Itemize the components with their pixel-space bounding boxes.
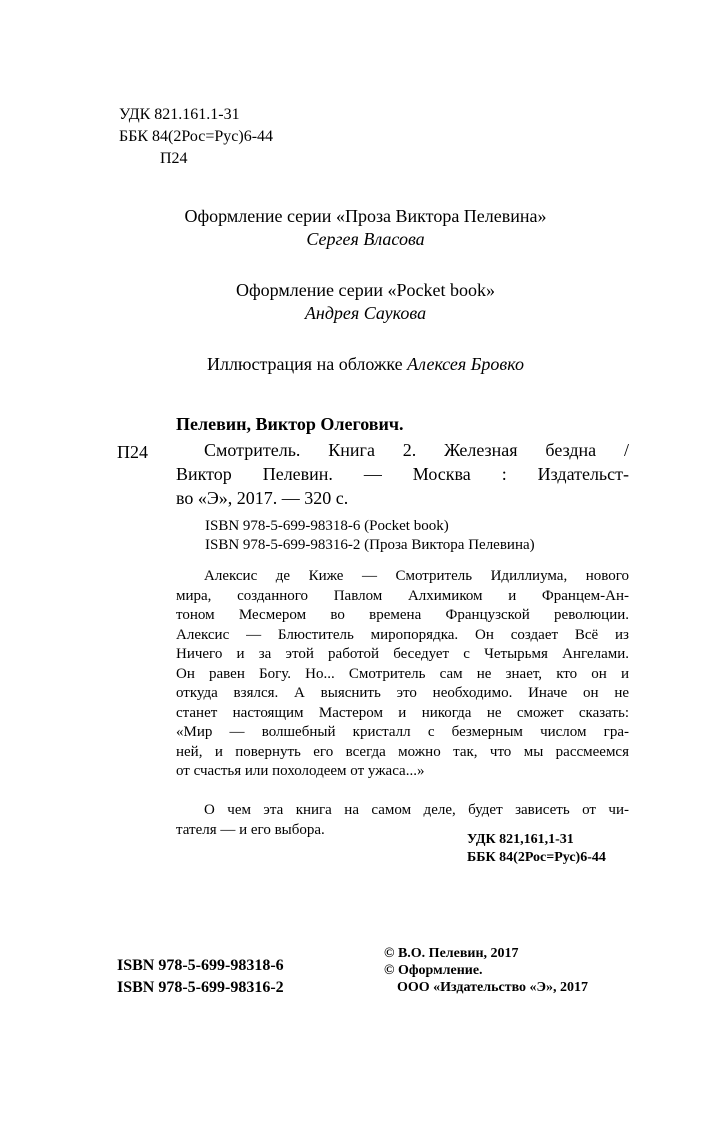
title-line: во «Э», 2017. — 320 с. — [176, 488, 349, 508]
title-description — [176, 438, 629, 510]
udk-code-top — [119, 105, 240, 124]
series1-credit — [0, 206, 709, 227]
annotation-line: ней, и повернуть его всегда можно так, что мы рассмеемся — [176, 743, 629, 760]
author-mark-text: П24 — [160, 150, 188, 167]
footer-isbn-2: ISBN 978-5-699-98316-2 — [117, 979, 284, 996]
series1-designer — [0, 229, 709, 250]
series2-label: Оформление серии «Pocket book» — [236, 280, 495, 300]
annotation-line: О чем эта книга на самом деле, будет зависеть от чи- — [204, 802, 629, 818]
annotation-line: Ничего и за этой работой беседует с Четырьмя Ангелами. — [176, 646, 629, 662]
illustration-credit-wrap — [207, 354, 524, 374]
title-line: Смотритель. Книга 2. Железная бездна / — [204, 440, 629, 460]
author-heading — [176, 414, 404, 435]
isbn-line: ISBN 978-5-699-98316-2 (Проза Виктора Пелевина) — [205, 537, 535, 553]
illustration-artist: Алексея Бровко — [407, 354, 524, 374]
isbn-list — [205, 517, 535, 555]
annotation-line: мира, созданного Павлом Алхимиком и Францем-Ан- — [176, 587, 629, 604]
udk-text: УДК 821.161.1-31 — [119, 106, 240, 123]
annotation-line: Он равен Богу. Но... Смотритель сам не знает, кто он и — [176, 665, 629, 682]
bbk-code-bottom: ББК 84(2Рос=Рус)6-44 — [467, 850, 606, 865]
footer-isbn-1: ISBN 978-5-699-98318-6 — [117, 957, 284, 974]
annotation-line: Алексис — Блюститель миропорядка. Он создает Всё из — [176, 626, 629, 643]
copyright-publisher: ООО «Издательство «Э», 2017 — [397, 980, 589, 995]
author-mark-entry — [117, 442, 148, 463]
annotation-line: тателя — и его выбора. — [176, 821, 325, 838]
title-line: Виктор Пелевин. — Москва : Издательст- — [176, 464, 629, 484]
author-mark-top — [160, 149, 188, 168]
annotation-line: откуда взялся. А выяснить это необходимо. Иначе он не — [176, 685, 629, 701]
annotation-line: «Мир — волшебный кристалл с безмерным числом гра- — [176, 724, 629, 740]
copyright-design: © Оформление. — [384, 963, 483, 978]
footer-isbn-block — [117, 955, 284, 999]
annotation-line: тоном Месмером во времена Французской революции. — [176, 607, 629, 623]
author-heading-text: Пелевин, Виктор Олегович. — [176, 414, 404, 434]
copyright-author: © В.О. Пелевин, 2017 — [384, 946, 519, 961]
series1-designer-name: Сергея Власова — [306, 229, 425, 249]
udk-code-bottom: УДК 821,161,1-31 — [467, 832, 574, 847]
annotation-line: станет настоящим Мастером и никогда не сможет сказать: — [176, 704, 629, 721]
illustration-label: Иллюстрация на обложке — [207, 354, 403, 374]
series1-label: Оформление серии «Проза Виктора Пелевина» — [184, 206, 547, 226]
series2-designer — [0, 303, 709, 324]
bbk-code-top — [119, 127, 273, 146]
illustration-credit — [0, 354, 709, 375]
annotation-line: Алексис де Киже — Смотритель Идиллиума, нового — [204, 568, 629, 584]
author-mark-entry-text: П24 — [117, 442, 148, 462]
footer-copyright-block — [384, 945, 588, 996]
series2-credit — [0, 280, 709, 301]
series2-designer-name: Андрея Саукова — [304, 303, 427, 323]
bbk-text: ББК 84(2Рос=Рус)6-44 — [119, 128, 274, 145]
annotation-line: от счастья или похолодеем от ужаса...» — [176, 763, 425, 779]
classification-bottom — [467, 831, 606, 867]
annotation-paragraph-1 — [176, 567, 629, 782]
isbn-line: ISBN 978-5-699-98318-6 (Pocket book) — [205, 518, 449, 534]
